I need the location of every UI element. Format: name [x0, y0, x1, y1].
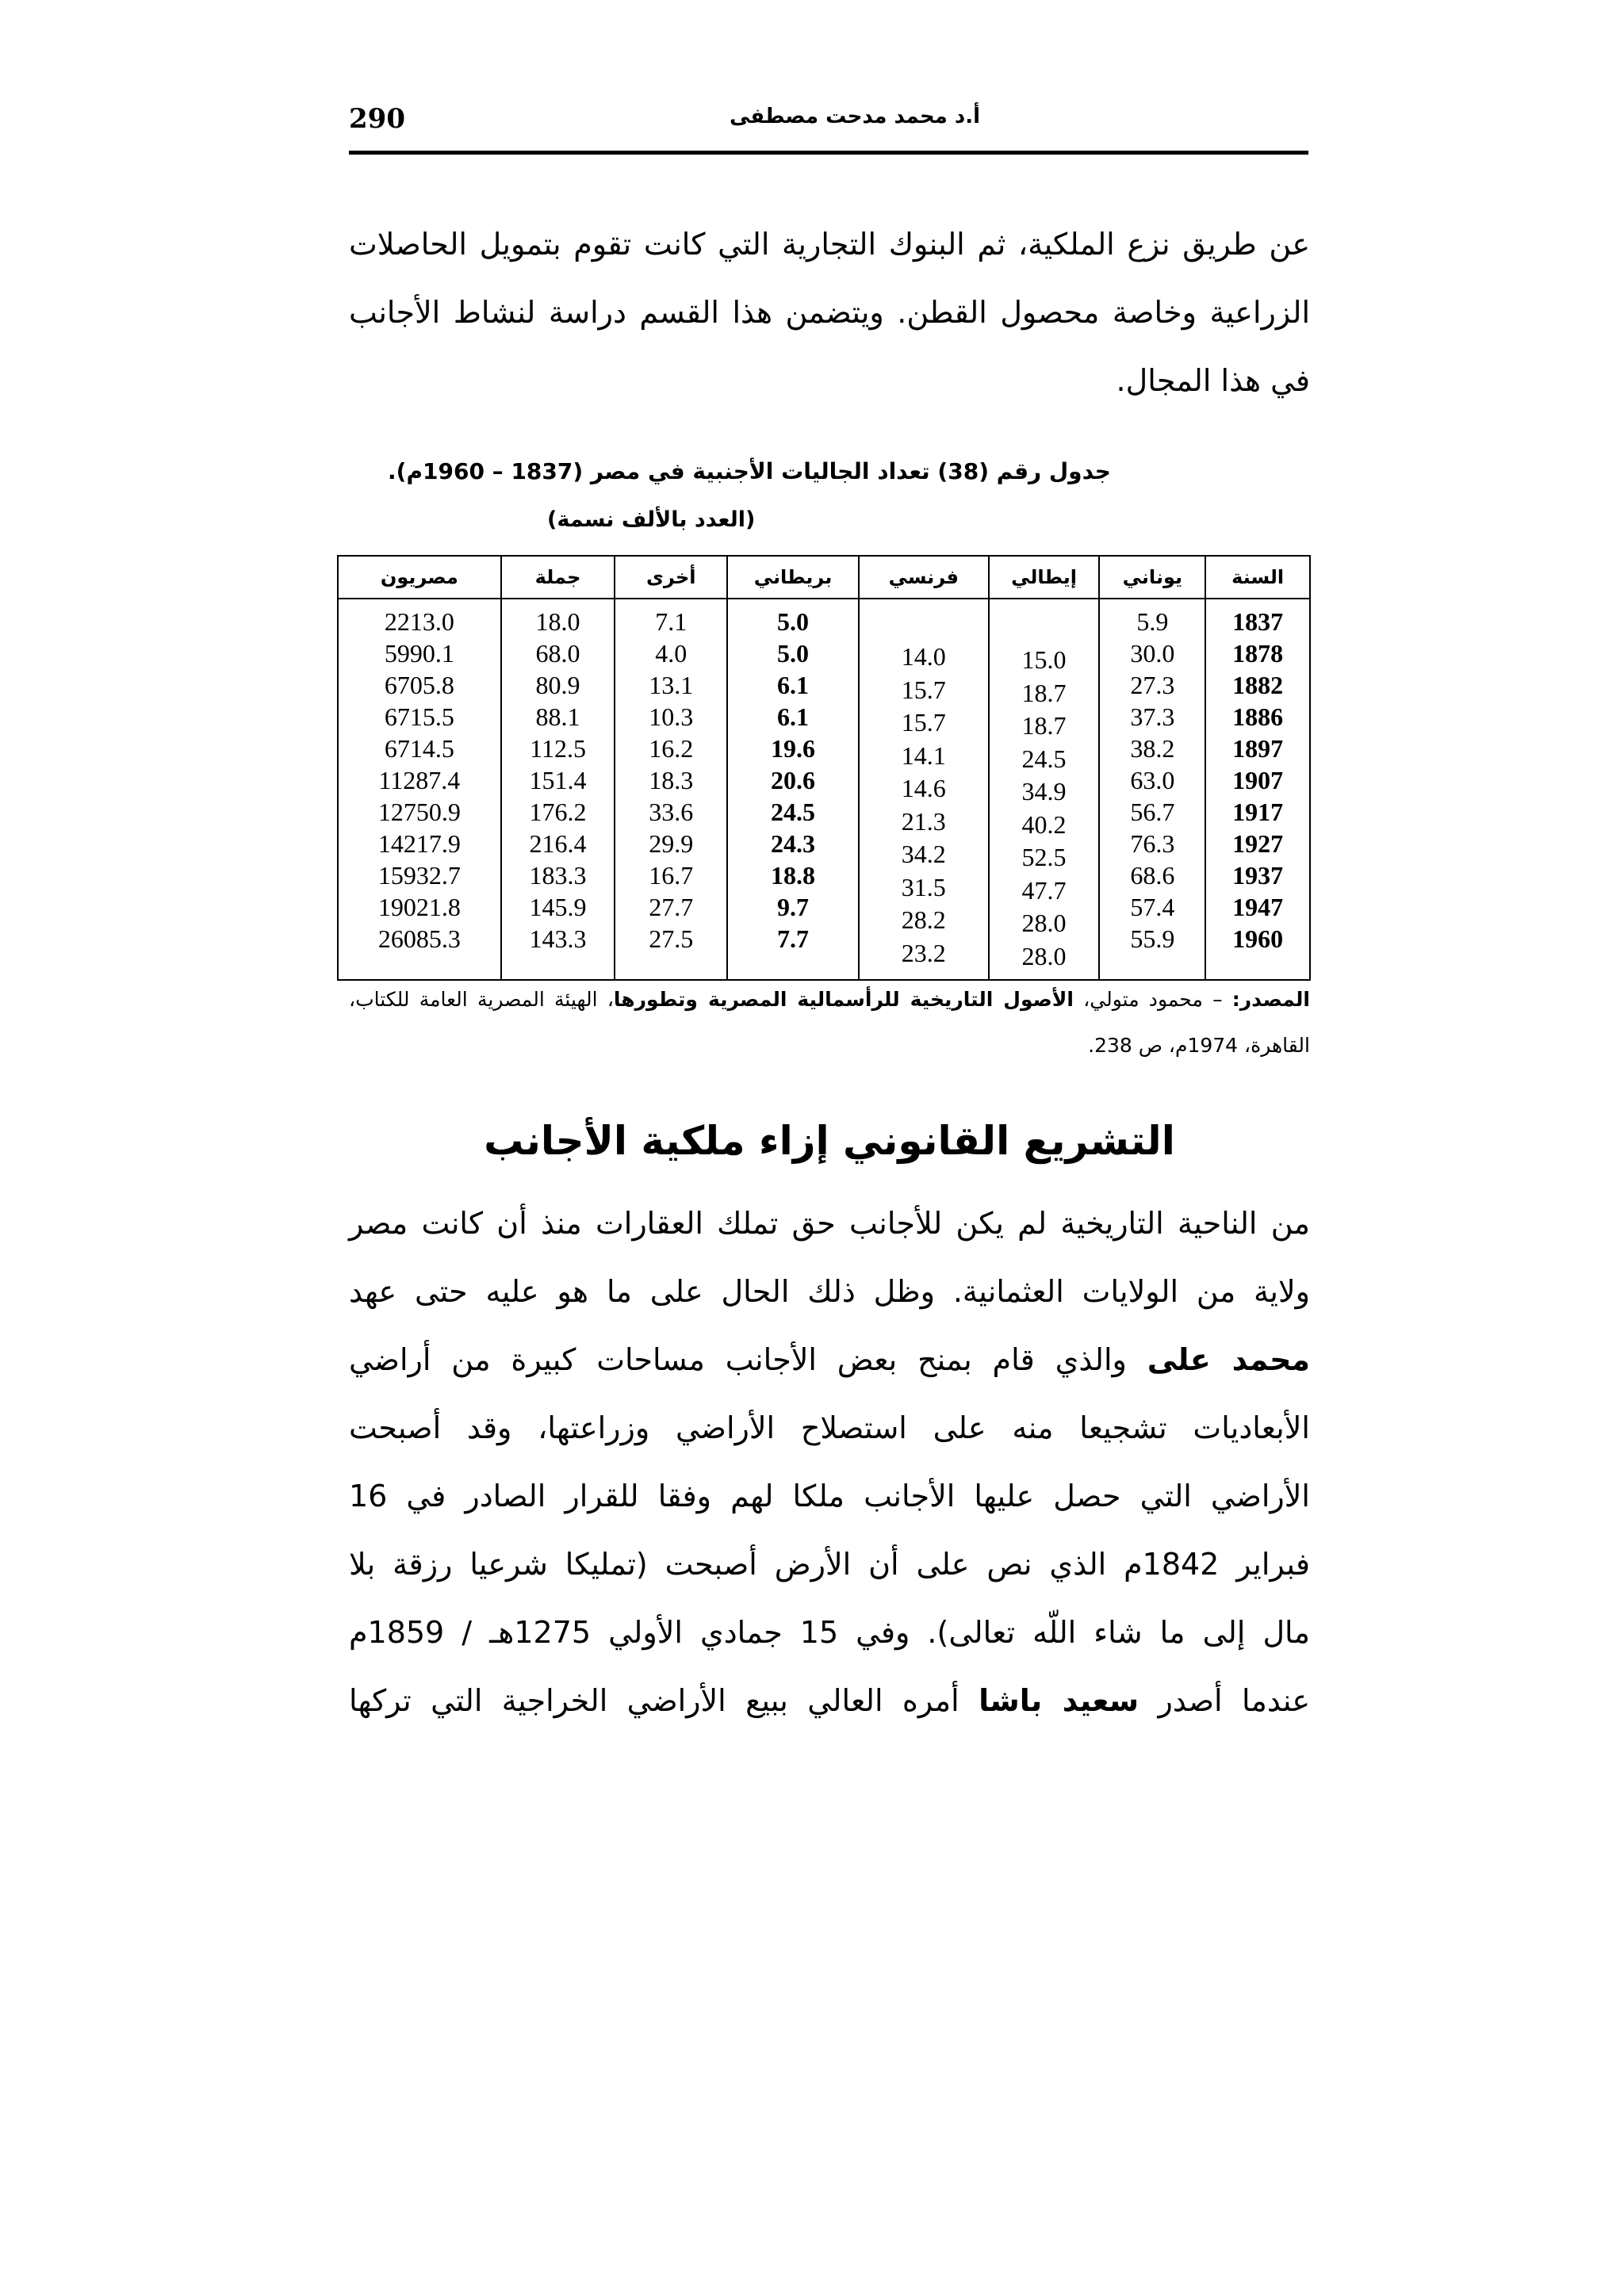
table-unit: (العدد بالألف نسمة): [547, 507, 756, 532]
cell-french: 15.7: [901, 708, 946, 737]
cell-british: 20.6: [771, 766, 816, 794]
cell-british: 6.1: [777, 671, 810, 699]
cell-british: 24.3: [771, 829, 816, 858]
header-british: بريطاني: [727, 556, 859, 599]
source-author: – محمود متولي،: [1073, 988, 1232, 1011]
page-header: [349, 103, 1308, 155]
cell-year: 1927: [1232, 829, 1284, 858]
cell-other: 13.1: [649, 671, 694, 699]
column-british: [727, 599, 859, 980]
cell-french: 31.5: [901, 872, 946, 901]
body-line-text: عندما أصدر: [1139, 1683, 1310, 1718]
cell-italian: 28.0: [1021, 909, 1067, 937]
body-line: [349, 1667, 1310, 1735]
body-line: الأراضي التي حصل عليها الأجانب ملكا لهم وفقا للقرار الصادر في 16: [349, 1479, 1310, 1513]
cell-italian: 34.9: [1021, 777, 1067, 806]
body-line: ولاية من الولايات العثمانية. وظل ذلك الحال على ما هو عليه حتى عهد: [349, 1274, 1310, 1309]
cell-other: 18.3: [649, 766, 694, 794]
cell-total: 143.3: [529, 924, 587, 953]
cell-egyptian: 14217.9: [377, 829, 461, 858]
cell-egyptian: 2213.0: [384, 607, 454, 636]
cell-greek: 27.3: [1130, 671, 1175, 699]
header-italian: إيطالي: [989, 556, 1100, 599]
cell-greek: 30.0: [1130, 639, 1175, 668]
cell-total: 183.3: [529, 861, 587, 890]
cell-italian: 18.7: [1021, 678, 1067, 707]
header-other: أخرى: [615, 556, 727, 599]
cell-french: 14.0: [901, 642, 946, 671]
cell-italian: 18.7: [1021, 711, 1067, 740]
cell-italian: 40.2: [1021, 809, 1067, 839]
cell-greek: 56.7: [1130, 798, 1175, 826]
cell-egyptian: 26085.3: [377, 924, 461, 953]
cell-egyptian: 6705.8: [384, 671, 454, 699]
cell-british: 5.0: [777, 639, 810, 668]
table-body-row: [338, 599, 1310, 980]
table-source: [349, 977, 1310, 1069]
author-name: أ.د محمد مدحت مصطفى: [730, 105, 981, 128]
column-total: [501, 599, 615, 980]
cell-total: 80.9: [535, 671, 580, 699]
cell-greek: 5.9: [1136, 607, 1169, 636]
cell-year: 1837: [1232, 607, 1284, 636]
cell-french: 28.2: [901, 905, 946, 934]
section-heading: التشريع القانوني إزاء ملكية الأجانب: [484, 1118, 1175, 1164]
cell-british: 24.5: [771, 798, 816, 826]
cell-year: 1886: [1232, 702, 1284, 731]
cell-other: 16.2: [649, 734, 694, 763]
cell-egyptian: 6715.5: [384, 702, 454, 731]
cell-egyptian: 11287.4: [378, 766, 461, 794]
cell-british: 9.7: [777, 893, 810, 921]
cell-french: 14.1: [901, 740, 946, 770]
column-italian: [989, 599, 1100, 980]
cell-greek: 37.3: [1130, 702, 1175, 731]
body-line-text: والذي قام بمنح بعض الأجانب مساحات كبيرة من أراضي: [349, 1342, 1147, 1377]
column-french: [859, 599, 989, 980]
body-line: [349, 1326, 1310, 1394]
cell-year: 1878: [1232, 639, 1284, 668]
cell-year: 1907: [1232, 766, 1284, 794]
cell-greek: 68.6: [1130, 861, 1175, 890]
cell-french: 14.6: [901, 774, 946, 802]
cell-total: 18.0: [535, 607, 580, 636]
cell-total: 88.1: [535, 702, 580, 731]
cell-italian: 52.5: [1021, 843, 1067, 871]
table-caption: جدول رقم (38) تعداد الجاليات الأجنبية في مصر (1837 – 1960م).: [388, 458, 1111, 484]
header-french: فرنسي: [859, 556, 989, 599]
cell-total: 112.5: [530, 734, 586, 763]
cell-year: 1960: [1232, 924, 1284, 953]
cell-year: 1947: [1232, 893, 1284, 921]
cell-other: 29.9: [649, 829, 694, 858]
name-mohamed-ali: محمد على: [1147, 1342, 1311, 1377]
cell-french: 21.3: [901, 806, 946, 836]
cell-year: 1917: [1232, 798, 1284, 826]
column-egyptian: [338, 599, 501, 980]
intro-line: في هذا المجال.: [1116, 363, 1310, 398]
cell-british: 5.0: [777, 607, 810, 636]
cell-total: 151.4: [529, 766, 587, 794]
intro-paragraph: [349, 210, 1310, 415]
page-number: 290: [349, 103, 405, 135]
cell-year: 1882: [1232, 671, 1284, 699]
cell-egyptian: 5990.1: [384, 639, 454, 668]
cell-french: 23.2: [901, 938, 946, 967]
cell-other: 16.7: [649, 861, 694, 890]
column-year: [1205, 599, 1310, 980]
table-unit-row: [349, 507, 1310, 532]
cell-egyptian: 19021.8: [377, 893, 461, 921]
cell-total: 176.2: [529, 798, 587, 826]
cell-greek: 76.3: [1130, 829, 1175, 858]
cell-other: 7.1: [655, 607, 688, 636]
cell-egyptian: 6714.5: [384, 734, 454, 763]
cell-other: 4.0: [655, 639, 688, 668]
cell-total: 216.4: [529, 829, 587, 858]
body-line-text: أمره العالي ببيع الأراضي الخراجية التي تركها: [349, 1683, 979, 1718]
cell-british: 18.8: [771, 861, 816, 890]
cell-egyptian: 15932.7: [377, 861, 461, 890]
cell-year: 1897: [1232, 734, 1284, 763]
cell-greek: 63.0: [1130, 766, 1175, 794]
cell-egyptian: 12750.9: [377, 798, 461, 826]
cell-total: 145.9: [529, 893, 587, 921]
cell-other: 27.7: [649, 893, 694, 921]
header-year: السنة: [1205, 556, 1310, 599]
cell-british: 6.1: [777, 702, 810, 731]
cell-other: 27.5: [649, 924, 694, 953]
name-said-pasha: سعيد باشا: [979, 1683, 1139, 1718]
source-label: المصدر:: [1231, 988, 1310, 1011]
source-title: الأصول التاريخية للرأسمالية المصرية وتطورها: [613, 988, 1074, 1011]
header-egyptian: مصريون: [338, 556, 501, 599]
cell-greek: 38.2: [1130, 734, 1175, 763]
cell-british: 19.6: [771, 734, 816, 763]
cell-british: 7.7: [777, 924, 810, 953]
body-line: فبراير 1842م الذي نص على أن الأرض أصبحت (تمليكا شرعيا رزقة بلا: [349, 1547, 1310, 1582]
cell-other: 33.6: [649, 798, 694, 826]
cell-french: 34.2: [901, 840, 946, 868]
source-publisher: ، الهيئة المصرية العامة للكتاب، القاهرة، 1974م، ص 238.: [349, 988, 1310, 1057]
body-line: من الناحية التاريخية لم يكن للأجانب حق تملك العقارات منذ أن كانت مصر: [349, 1206, 1310, 1241]
header-greek: يوناني: [1099, 556, 1205, 599]
table-header-row: [338, 556, 1310, 599]
header-total: جملة: [501, 556, 615, 599]
cell-total: 68.0: [535, 639, 580, 668]
cell-other: 10.3: [649, 702, 694, 731]
cell-greek: 57.4: [1130, 893, 1175, 921]
cell-italian: 24.5: [1021, 744, 1067, 773]
cell-italian: 28.0: [1021, 941, 1067, 970]
cell-greek: 55.9: [1130, 924, 1175, 953]
cell-french: 15.7: [901, 675, 946, 704]
cell-italian: 47.7: [1021, 875, 1067, 905]
body-line: مال إلى ما شاء اللّه تعالى). وفي 15 جمادي الأولي 1275هـ / 1859م: [349, 1615, 1310, 1650]
column-other: [615, 599, 727, 980]
foreign-communities-table: [337, 555, 1311, 981]
cell-italian: 15.0: [1021, 645, 1067, 674]
column-greek: [1099, 599, 1205, 980]
intro-line: الزراعية وخاصة محصول القطن. ويتضمن هذا القسم دراسة لنشاط الأجانب: [349, 295, 1310, 330]
body-paragraph: [349, 1189, 1310, 1735]
intro-line: عن طريق نزع الملكية، ثم البنوك التجارية التي كانت تقوم بتمويل الحاصلات: [349, 227, 1310, 262]
cell-year: 1937: [1232, 861, 1284, 890]
body-line: الأبعاديات تشجيعا منه على استصلاح الأراضي وزراعتها، وقد أصبحت: [349, 1410, 1310, 1445]
